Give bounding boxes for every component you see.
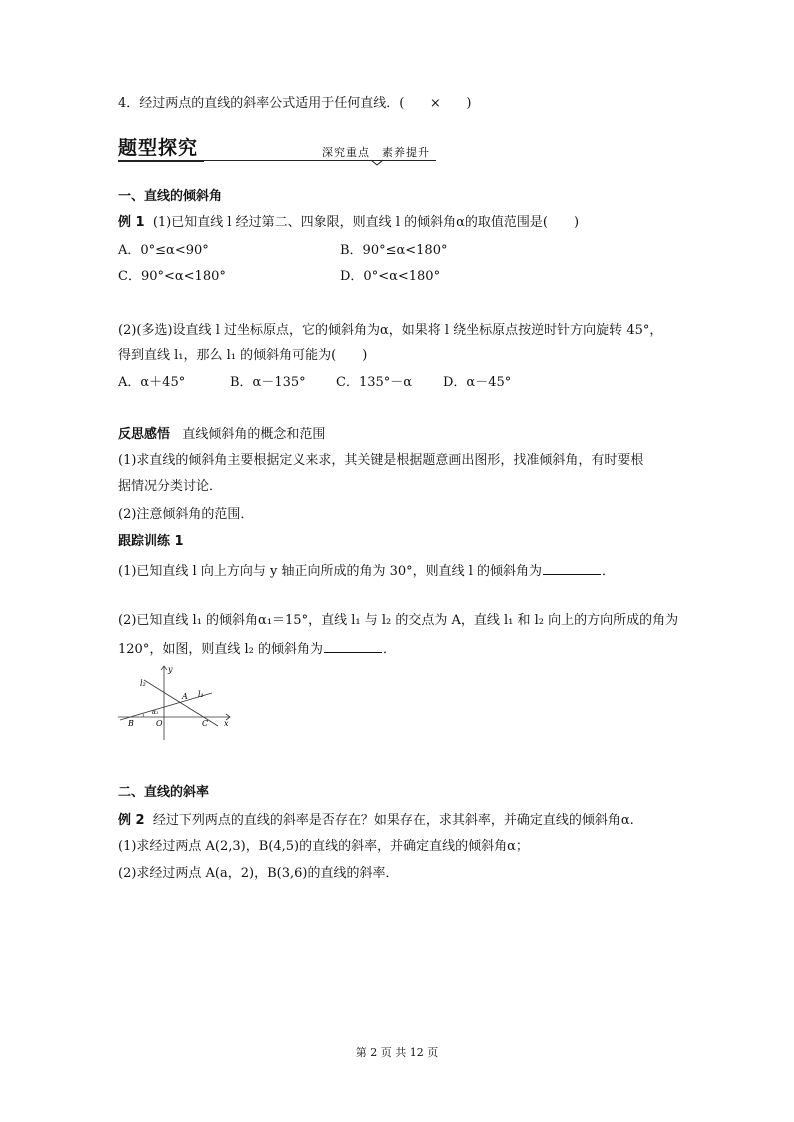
banner-underline [118,160,204,162]
training-1-q1-text: (1)已知直线 l 向上方向与 y 轴正向所成的角为 30°，则直线 l 的倾斜角为 [118,564,543,579]
training-1-q2-end: ． [382,642,396,657]
figure-label-a: A [182,692,188,701]
banner-title: 题型探究 [118,137,199,159]
item-4 [118,95,471,113]
example-1-q2-option-b: B．α－135° [230,375,306,390]
example-2-q2: (2)求经过两点 A(a，2)，B(3,6)的直线的斜率． [118,866,399,881]
training-1-q1 [118,562,615,581]
example-1-q2-option-d: D．α－45° [443,375,512,390]
figure-label-alpha: α₁ [152,709,159,716]
reflection-p1-line2: 据情况分类讨论． [118,479,223,494]
figure-label-y: y [168,665,173,674]
angle-arc [143,714,144,717]
figure-label-c: C [202,719,209,728]
example-1-option-a: A．0°≤α<90° [118,243,209,258]
banner-subtitle: 深究重点 素养提升 [322,146,430,159]
example-1-q1-text: (1)已知直线 l 经过第二、四象限，则直线 l 的倾斜角α的取值范围是( ) [152,215,580,230]
figure-label-o: O [156,719,163,728]
item-4-close: ) [466,96,472,111]
example-1-q2-option-c: C．135°－α [336,375,413,390]
reflection-p2: (2)注意倾斜角的范围． [118,507,254,522]
figure-label-x: x [224,719,229,728]
reflection-heading [118,426,325,444]
training-1-label: 跟踪训练 1 [118,534,184,549]
training-1-q2-blank[interactable] [324,640,382,653]
example-1-q1 [118,214,579,232]
example-2-intro [118,812,634,830]
reflection-label: 反思感悟 [118,427,171,442]
figure-label-l2: l₂ [140,679,146,688]
example-1-option-c: C．90°<α<180° [118,269,226,284]
example-2-q1: (1)求经过两点 A(2,3)，B(4,5)的直线的斜率，并确定直线的倾斜角α； [118,839,529,854]
section-2-title: 二、直线的斜率 [118,785,210,800]
training-1-q2-line2 [118,640,396,659]
figure-lines-diagram [114,662,234,742]
figure-label-l1: l₁ [198,690,204,699]
figure-label-b: B [128,719,134,728]
training-1-q2-line1: (2)已知直线 l₁ 的倾斜角α₁＝15°，直线 l₁ 与 l₂ 的交点为 A，直线 l₁ 和 l₂ 向上的方向所成的角为 [118,613,679,628]
item-4-answer: × [429,96,441,111]
section-1-title: 一、直线的倾斜角 [118,189,223,204]
item-4-text: 4．经过两点的直线的斜率公式适用于任何直线．( [118,96,405,111]
example-2-text: 经过下列两点的直线的斜率是否存在？如果存在，求其斜率，并确定直线的倾斜角α. [152,813,634,828]
reflection-p1-line1: (1)求直线的倾斜角主要根据定义来求，其关键是根据题意画出图形，找准倾斜角，有时要根 [118,453,644,468]
example-1-label: 例 1 [118,215,145,230]
reflection-title: 直线倾斜角的概念和范围 [182,427,326,442]
example-1-q2-line1: (2)(多选)设直线 l 过坐标原点，它的倾斜角为α，如果将 l 绕坐标原点按逆时针方向旋转 45°， [118,323,663,338]
banner-notch-icon [370,158,384,166]
example-1-q2-line2: 得到直线 l₁，那么 l₁ 的倾斜角可能为( ) [118,348,368,363]
training-1-q1-end: ． [602,564,616,579]
training-1-q1-blank[interactable] [543,562,601,575]
example-2-label: 例 2 [118,813,145,828]
example-1-option-b: B．90°≤α<180° [340,243,448,258]
example-1-q2-option-a: A．α＋45° [118,375,186,390]
page-footer: 第 2 页 共 12 页 [355,1046,439,1059]
example-1-option-d: D．0°<α<180° [340,269,441,284]
training-1-q2-line2-text: 120°，如图，则直线 l₂ 的倾斜角为 [118,642,323,657]
